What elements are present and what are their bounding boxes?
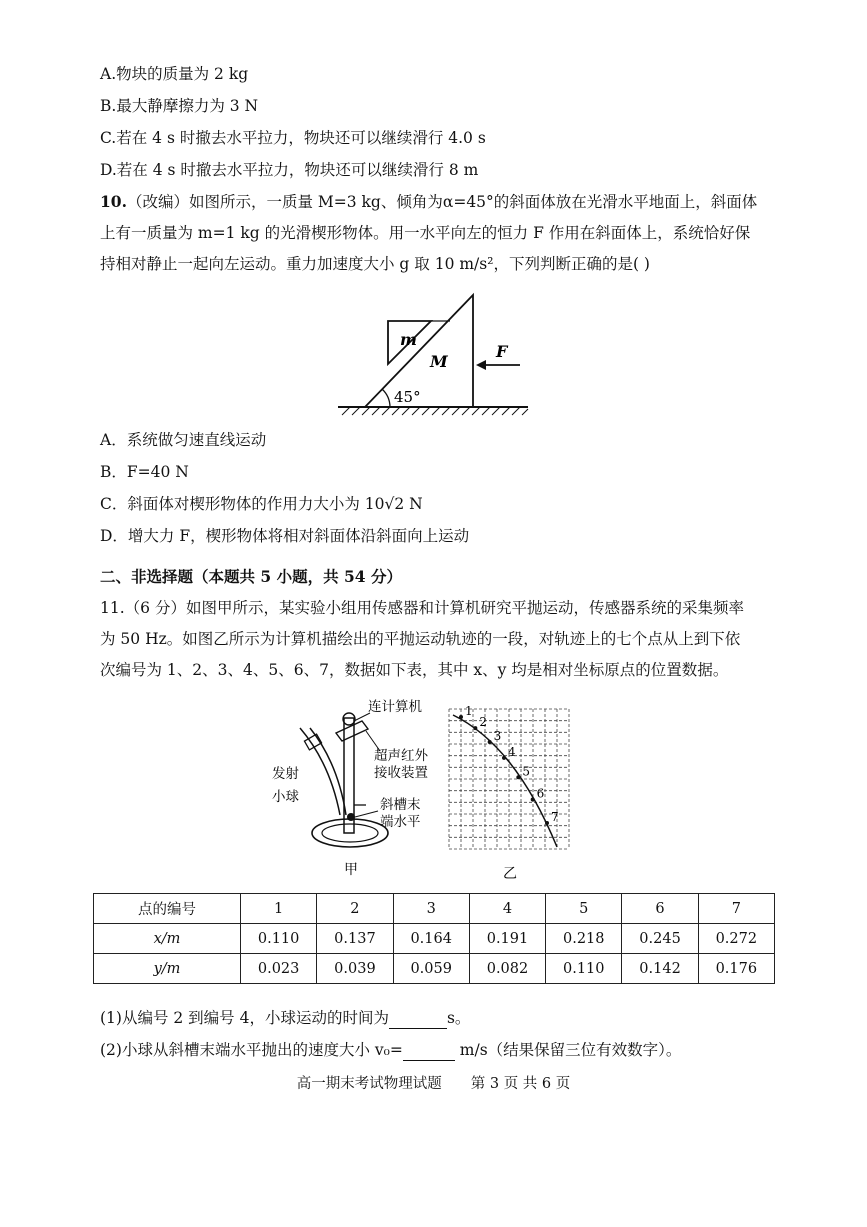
- table-cell: 0.110: [546, 954, 622, 984]
- q10-stem-text: （改编）如图所示，一质量 M=3 kg、倾角为α=45°的斜面体放在光滑水平地面上，斜面体: [126, 193, 758, 211]
- label-receiver-2: 接收装置: [374, 765, 428, 781]
- q10-option-d: D．增大力 F，楔形物体将相对斜面体沿斜面向上运动: [100, 527, 470, 545]
- page-footer: 高一期末考试物理试题 第 3 页 共 6 页: [296, 1076, 571, 1092]
- q10-incline-figure: [330, 285, 540, 420]
- q11-sub2-text: (2)小球从斜槽末端水平抛出的速度大小 v₀=: [100, 1041, 403, 1059]
- table-cell: 0.164: [393, 924, 469, 954]
- q11-stem-line-1: 11.（6 分）如图甲所示，某实验小组用传感器和计算机研究平抛运动，传感器系统的采集频率: [100, 599, 744, 617]
- q11-sub1: [100, 1008, 470, 1029]
- answer-blank-1[interactable]: [389, 1008, 447, 1029]
- table-cell: 5: [546, 894, 622, 924]
- q11-sub2-unit: m/s（结果保留三位有效数字）。: [459, 1041, 682, 1059]
- q11-stem-line-3: 次编号为 1、2、3、4、5、6、7，数据如下表，其中 x、y 均是相对坐标原点的位置数据。: [100, 661, 729, 679]
- table-cell: 0.137: [317, 924, 393, 954]
- q10-number: 10.: [100, 192, 127, 211]
- table-cell: 6: [622, 894, 698, 924]
- row-label-number: 点的编号: [94, 894, 241, 924]
- table-cell: 0.218: [546, 924, 622, 954]
- table-cell: 0.142: [622, 954, 698, 984]
- label-launch-1: 发射: [272, 766, 299, 782]
- caption-jia: 甲: [344, 862, 358, 878]
- table-cell: 0.059: [393, 954, 469, 984]
- fig-yi-trajectory: [445, 705, 575, 885]
- label-angle: 45°: [394, 388, 421, 406]
- trajectory-point: [502, 756, 506, 760]
- point-label: 5: [522, 764, 530, 779]
- table-cell: 0.110: [241, 924, 317, 954]
- table-row-x: [94, 924, 775, 954]
- table-cell: 1: [241, 894, 317, 924]
- q11-stem-line-2: 为 50 Hz。如图乙所示为计算机描绘出的平抛运动轨迹的一段，对轨迹上的七个点从上到下依: [100, 630, 741, 648]
- trajectory-point: [459, 715, 463, 719]
- q11-sub1-unit: s。: [446, 1009, 471, 1027]
- trajectory-curve: [453, 715, 557, 847]
- point-label: 3: [493, 728, 502, 743]
- q10-stem-line-2: 上有一质量为 m=1 kg 的光滑楔形物体。用一水平向左的恒力 F 作用在斜面体上，系统恰好保: [100, 224, 751, 242]
- table-row-number: [94, 894, 775, 924]
- label-end-2: 端水平: [380, 814, 421, 830]
- table-cell: 0.039: [317, 954, 393, 984]
- table-cell: 2: [317, 894, 393, 924]
- answer-blank-2[interactable]: [403, 1040, 455, 1061]
- label-launch-2: 小球: [272, 789, 299, 805]
- label-receiver-1: 超声红外: [374, 748, 428, 764]
- q10-stem-line-1: [100, 192, 757, 212]
- row-label-x: x/m: [94, 924, 241, 954]
- q10-option-a: A．系统做匀速直线运动: [100, 431, 267, 449]
- q11-sub2: [100, 1040, 681, 1061]
- trajectory-point: [545, 821, 549, 825]
- q9-option-d: D.若在 4 s 时撤去水平拉力，物块还可以继续滑行 8 m: [100, 161, 479, 179]
- q10-stem-line-3: 持相对静止一起向左运动。重力加速度大小 g 取 10 m/s²，下列判断正确的是( ): [100, 255, 650, 273]
- label-M: M: [430, 352, 448, 371]
- label-end-1: 斜槽末: [380, 797, 421, 813]
- grid: [449, 709, 569, 849]
- table-cell: 0.176: [698, 954, 774, 984]
- point-label: 1: [465, 705, 473, 718]
- row-label-y: y/m: [94, 954, 241, 984]
- trajectory-point: [473, 726, 477, 730]
- table-cell: 0.023: [241, 954, 317, 984]
- label-F: F: [496, 342, 508, 361]
- q10-option-b: B．F=40 N: [100, 463, 189, 481]
- q11-data-table: [93, 893, 775, 984]
- table-row-y: [94, 954, 775, 984]
- point-label: 2: [479, 715, 487, 730]
- label-m: m: [400, 330, 417, 349]
- table-cell: 3: [393, 894, 469, 924]
- table-cell: 0.245: [622, 924, 698, 954]
- point-label: 7: [551, 810, 559, 824]
- fig-jia-apparatus: [270, 693, 440, 883]
- angle-arc: [382, 389, 390, 407]
- section2-title: 二、非选择题（本题共 5 小题，共 54 分）: [100, 567, 402, 586]
- trajectory-point: [488, 740, 492, 744]
- table-cell: 7: [698, 894, 774, 924]
- table-cell: 0.272: [698, 924, 774, 954]
- table-cell: 0.082: [469, 954, 545, 984]
- point-label: 4: [508, 744, 516, 759]
- caption-yi: 乙: [503, 866, 517, 882]
- q10-option-c: C．斜面体对楔形物体的作用力大小为 10√2 N: [100, 495, 423, 513]
- trajectory-point: [531, 797, 535, 801]
- q11-sub1-text: (1)从编号 2 到编号 4，小球运动的时间为: [100, 1009, 389, 1027]
- q9-option-b: B.最大静摩擦力为 3 N: [100, 97, 259, 115]
- table-cell: 0.191: [469, 924, 545, 954]
- q9-option-a: A.物块的质量为 2 kg: [100, 65, 249, 83]
- label-computer: 连计算机: [368, 699, 422, 715]
- point-label: 6: [536, 786, 545, 801]
- table-cell: 4: [469, 894, 545, 924]
- q9-option-c: C.若在 4 s 时撤去水平拉力，物块还可以继续滑行 4.0 s: [100, 129, 486, 147]
- trajectory-point: [516, 775, 520, 779]
